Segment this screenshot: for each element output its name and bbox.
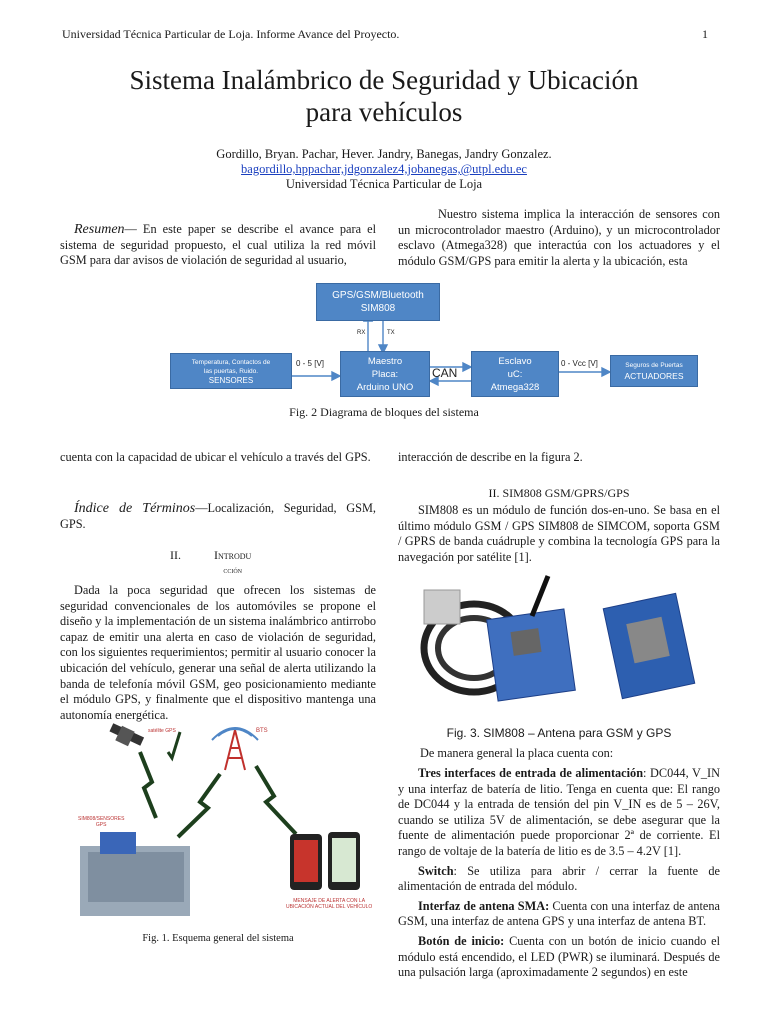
section1-heading-a: Introdu xyxy=(214,548,252,562)
intro-paragraph xyxy=(60,583,376,723)
general-intro: De manera general la placa cuenta con: xyxy=(420,746,614,760)
feature-antenna-title: Interfaz de antena SMA: xyxy=(418,898,550,913)
device-label-line2: GPS xyxy=(95,822,107,828)
fig3-caption: Fig. 3. SIM808 – Antena para GSM y GPS xyxy=(446,726,672,740)
slave-line1: Esclavo xyxy=(498,355,532,367)
signal-bolt-small xyxy=(168,732,180,758)
device-board xyxy=(100,832,136,854)
sensors-line1: Temperatura, Contactos de xyxy=(191,358,271,366)
device-label-line1: SIM808/SENSORES xyxy=(78,816,125,822)
phone-label-line2: UBICACIÓN ACTUAL DEL VEHÍCULO xyxy=(286,904,373,910)
index-terms-label: Índice de Términos xyxy=(74,501,196,516)
section1-heading xyxy=(214,548,251,578)
feature-power-text: : DC044, V_IN y una interfaz de batería de litio. Tenga en cuenta que: El rango de DC044 y la entrada de tensión del pin V_IN es de 5 – 26V, cuando se utiliza 5V de alimentación, se debe asegurar que la fuente de alimentación puede proporcionar 2ª de corriente. El rango de voltaje de la batería de litio es de 3.5 – 4.2V [1]. xyxy=(398,766,720,858)
gps-gsm-module-box xyxy=(316,283,440,321)
right-intro-top xyxy=(398,207,720,269)
sensors-box xyxy=(170,353,292,389)
right-intro-text-top: Nuestro sistema implica la interacción de sensores con un microcontrolador maestro (Arduino), y un microcontrolador esclavo (Atmega328) que interactúa con los actuadores y el módulo GSM/GPS para emitir la alerta y la ubicación, esta xyxy=(398,207,720,268)
feature-switch xyxy=(398,864,720,895)
feature-start-button xyxy=(398,934,720,981)
abstract-text-top: En este paper se describe el avance para el sistema de seguridad propuesto, el cual utiliza la red móvil GSM para dar avisos de violación de seguridad al usuario, xyxy=(60,222,376,268)
page-number: 1 xyxy=(702,27,708,41)
can-arrow-right xyxy=(463,363,471,371)
sensor-arrow xyxy=(332,372,340,380)
abstract-bottom: cuenta con la capacidad de ubicar el vehículo a través del GPS. xyxy=(60,450,371,464)
device-label xyxy=(78,816,124,828)
phone-label-line1: MENSAJE DE ALERTA CON LA xyxy=(293,898,366,904)
running-header: Universidad Técnica Particular de Loja. Informe Avance del Proyecto. xyxy=(62,27,400,41)
signal-bolt-center xyxy=(178,774,220,837)
cell-tower-icon xyxy=(212,728,258,770)
feature-start-text: Cuenta con un botón de inicio cuando el módulo está encendido, el LED (PWR) se iluminará. Después de una pulsación larga (aproximadamente 2 segundos) en este xyxy=(398,933,721,980)
fig1-system-schematic xyxy=(60,722,376,927)
block-diagram xyxy=(0,275,768,415)
sensors-line3: SENSORES xyxy=(208,375,254,385)
title-line-2: para vehículos xyxy=(305,97,463,127)
intro-paragraph-text: Dada la poca seguridad que ofrecen los sistemas de seguridad convencionales de los automóviles se propone el diseño y la implementación de un sistema inalámbrico antirrobo capaz de emitir una alerta en caso de violación de seguridad, con los siguientes requerimientos; permitir al usuario conocer la ubicación del vehículo, generar una señal de alerta utilizando la banda de telefonía móvil GSM, geo posicionamiento mediante el módulo GPS, y finalmente que el dispositivo mantenga una autonomía energética. xyxy=(60,583,376,722)
actuators-line1: Seguros de Puertas xyxy=(625,362,683,369)
actuator-arrow xyxy=(602,368,610,376)
gps-box-line1: GPS/GSM/Bluetooth xyxy=(332,290,424,301)
author-emails[interactable]: bagordillo,hppachar,jdgonzalez4,jobanegas,@utpl.edu.ec xyxy=(241,162,527,176)
section2-paragraph xyxy=(398,503,720,565)
affiliation: Universidad Técnica Particular de Loja xyxy=(285,177,483,191)
authors: Gordillo, Bryan. Pachar, Hever. Jandry, Banegas, Jandry Gonzalez. xyxy=(216,147,552,161)
tx-label: TX xyxy=(387,330,395,336)
gps-box-line2: SIM808 xyxy=(360,303,396,314)
sim808-board-front xyxy=(487,609,576,701)
fig3-sim808-photo xyxy=(412,570,712,716)
actuators-box xyxy=(610,355,698,387)
fig3-drawing xyxy=(412,570,712,716)
master-arduino-box xyxy=(340,351,430,397)
section2-heading: II. SIM808 GSM/GPRS/GPS xyxy=(488,486,630,500)
fig1-caption: Fig. 1. Esquema general del sistema xyxy=(142,933,294,944)
actuators-line2: ACTUADORES xyxy=(624,371,684,381)
title-line-1: Sistema Inalámbrico de Seguridad y Ubicación xyxy=(129,65,639,95)
fig2-caption: Fig. 2 Diagrama de bloques del sistema xyxy=(289,405,479,419)
gps-antenna xyxy=(424,590,460,624)
slave-line2: uC: xyxy=(507,368,523,380)
abstract-top xyxy=(60,222,376,269)
rx-label: RX xyxy=(357,330,366,336)
author-block xyxy=(0,147,768,192)
feature-antenna xyxy=(398,899,720,930)
input-range-label: 0 - 5 [V] xyxy=(296,359,325,368)
feature-power-inputs xyxy=(398,766,720,860)
tower-label: BTS xyxy=(256,728,268,734)
slave-atmega-box xyxy=(471,351,559,397)
satellite-label: satélite GPS xyxy=(148,728,176,734)
feature-antenna-text: Cuenta con una interfaz de antena GSM, una interfaz de antena GPS y una interfaz de antena BT. xyxy=(398,898,720,929)
abstract-label: Resumen xyxy=(74,222,125,237)
slave-line3: Atmega328 xyxy=(490,381,540,393)
section1-heading-b: cción xyxy=(223,565,242,575)
satellite-icon xyxy=(109,723,144,746)
sensors-line2: las puertas, Ruido. xyxy=(203,367,259,375)
right-intro-bottom: interacción de describe en la figura 2. xyxy=(398,450,583,464)
master-line3: Arduino UNO xyxy=(356,381,414,393)
master-line2: Placa: xyxy=(371,368,399,380)
feature-start-title: Botón de inicio: xyxy=(418,933,505,948)
section1-numeral: II. xyxy=(170,548,181,562)
section2-paragraph-text: SIM808 es un módulo de función dos-en-uno. Se basa en el último módulo GSM / GPS SIM808 de SIMCOM, soporta GSM / GPRS de banda cuádruple y combina la tecnología GPS para la navegación por satélite [1]. xyxy=(398,503,720,564)
output-range-label: 0 - Vcc [V] xyxy=(561,359,598,368)
can-bus-label: CAN xyxy=(432,366,458,380)
feature-switch-text: : Se utiliza para abrir / cerrar la fuente de alimentación de entrada del módulo. xyxy=(398,863,720,894)
index-terms xyxy=(60,501,376,532)
signal-bolt-right xyxy=(256,766,296,834)
index-terms-text: Localización, Seguridad, GSM, GPS. xyxy=(60,501,376,531)
abstract-dash: — xyxy=(124,222,137,236)
features-list xyxy=(398,766,720,981)
master-line1: Maestro xyxy=(367,355,403,367)
feature-switch-title: Switch xyxy=(418,863,454,878)
index-terms-dash: — xyxy=(195,501,208,515)
gsm-antenna xyxy=(532,576,548,616)
signal-bolt-left xyxy=(140,752,156,818)
feature-power-title: Tres interfaces de entrada de alimentación xyxy=(418,766,644,780)
paper-title xyxy=(0,64,768,128)
phone-message-label xyxy=(286,898,372,910)
